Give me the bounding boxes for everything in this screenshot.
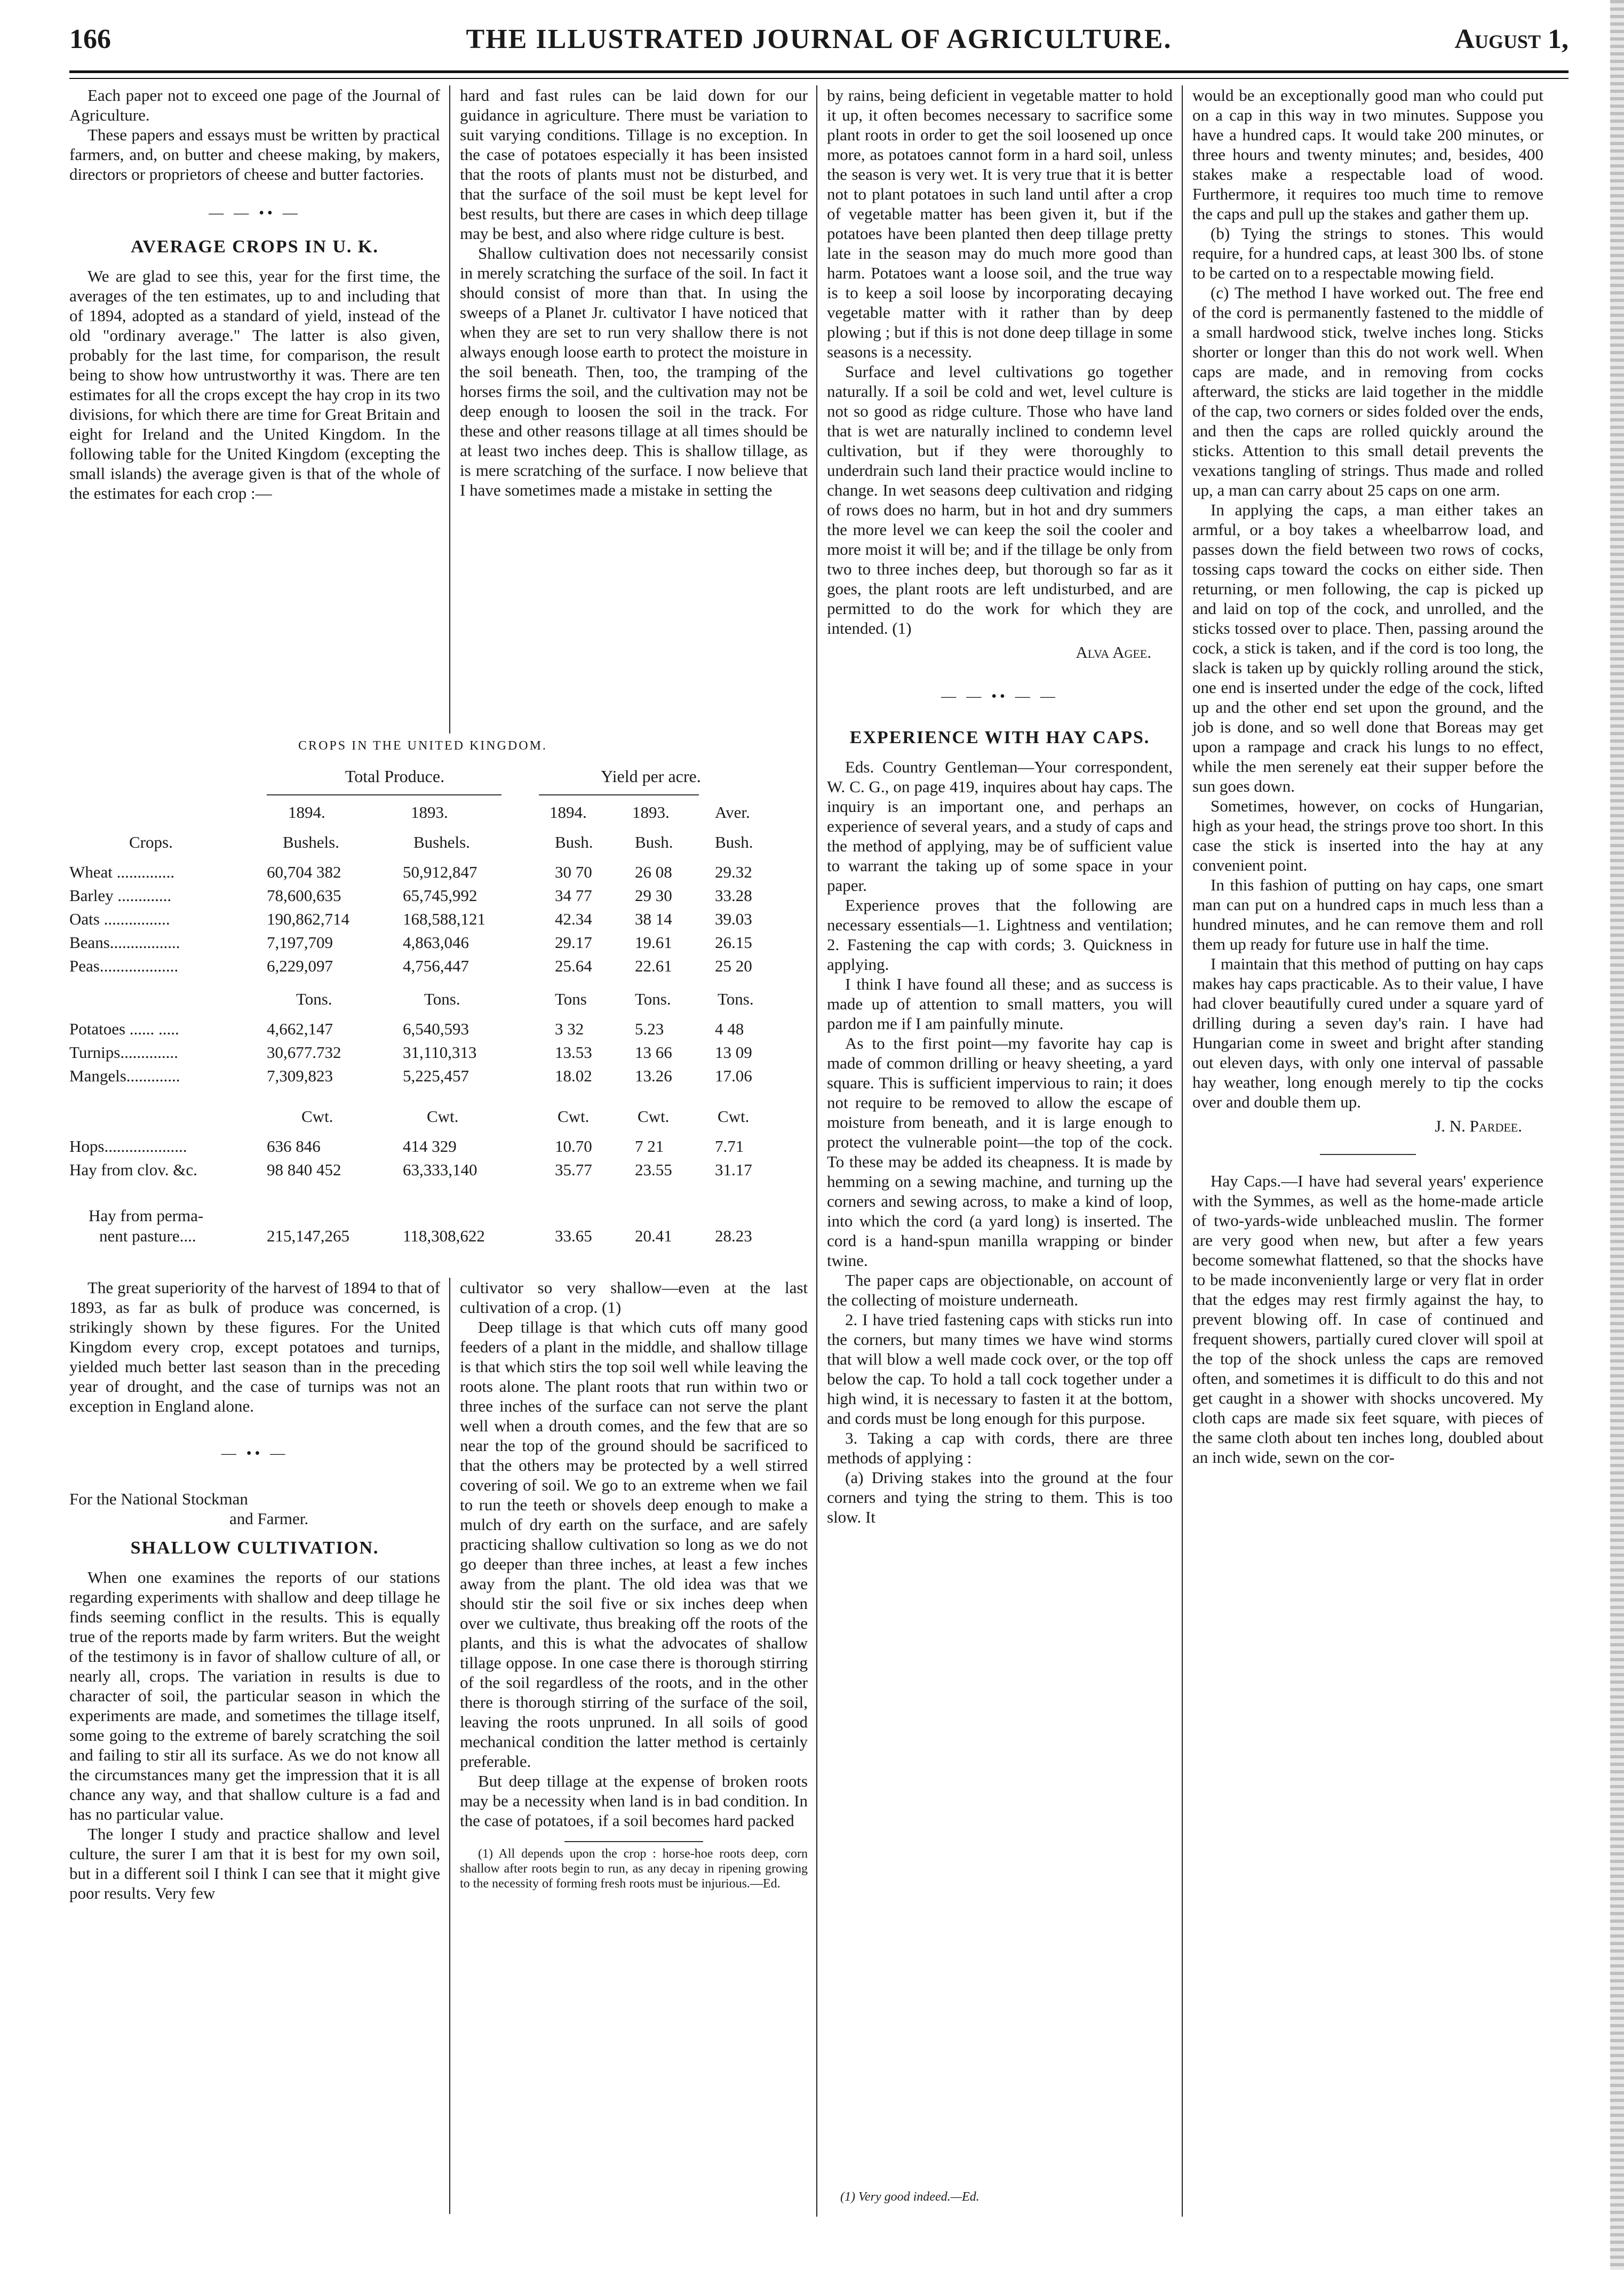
table-cell: 7.71 <box>715 1137 744 1156</box>
table-cell: 35.77 <box>555 1160 592 1179</box>
table-cell: 4 48 <box>715 1019 744 1038</box>
hay-caps-paragraph: The paper caps are objectionable, on account of the collecting of moisture underneath. <box>827 1271 1173 1309</box>
unit-label: Tons <box>555 990 587 1008</box>
crop-name: Peas................... <box>69 957 179 975</box>
scan-edge-strip <box>1610 0 1624 2270</box>
intro-paragraph-2: These papers and essays must be written by practical farmers, and, on butter and cheese making, by makers, directors or proprietors of cheese and butter factories. <box>69 125 440 184</box>
unit-label: Tons. <box>424 990 460 1008</box>
column-4 <box>1192 85 1543 2214</box>
crop-name: Oats ................ <box>69 910 170 928</box>
hay-caps-letter-paragraph: Hay Caps.—I have had several years' experience with the Symmes, as well as the home-made article of two-yards-wide unbleached muslin. The former are very good when new, but after a few years become somewhat flattened, so that the shocks have to be made inconveniently large or very flat in order that the edges may rest firmly against the hay, to prevent blowing off. In case of continued and frequent showers, partially cured clover will spoil at the top of the shock unless the caps are removed often, and sometimes it is difficult to do this and not get caught in a shower with shocks uncovered. My cloth caps are made six feet square, with pieces of the same cloth about ten inches long, doubled about an inch wide, sewn on the cor- <box>1192 1172 1543 1467</box>
table-cell: 29.32 <box>715 863 752 881</box>
section-rule <box>1320 1154 1416 1155</box>
table-cell: 13 09 <box>715 1043 752 1062</box>
hay-caps-paragraph: (c) The method I have worked out. The free end of the cord is permanently fastened to the middle of a small hardwood stick, twelve inches long. Sticks shorter or longer than this do not work well. When caps are made, and in removing from cocks afterward, the sticks are laid together in the middle of the cap, two corners or sides folded over the ends, and then the caps are rolled quickly around the sticks. Attention to this small detail prevents the vexations tangling of strings. Thus made and rolled up, a man can carry about 25 caps on one arm. <box>1192 283 1543 499</box>
column-1-top <box>69 85 440 734</box>
shallow-cont-paragraph: hard and fast rules can be laid down for our guidance in agriculture. There must be variation to suit varying conditions. Tillage is no exception. In the case of potatoes especially it has been insisted that the roots of plants must not be disturbed, and that the surface of the soil must be kept level for best results, but there are cases in which deep tillage may be best, and also where ridge culture is best. <box>460 86 808 243</box>
table-cell: 65,745,992 <box>403 886 477 905</box>
table-cell: 13 66 <box>635 1043 672 1062</box>
section-divider: — •• — <box>221 1445 289 1462</box>
table-cell: 26 08 <box>635 863 672 881</box>
shallow-second-paragraph: The longer I study and practice shallow and level culture, the surer I am that it is best for my own soil, but in a different soil I think I can see that it might give poor results. Very few <box>69 1825 440 1902</box>
unit-label: Cwt. <box>558 1107 590 1126</box>
column-2-bottom <box>460 1278 808 2214</box>
hay-caps-cont-paragraph: would be an exceptionally good man who could put on a cap in this way in two minutes. Suppose you have a hundred caps. It would take 200 minutes, or three hours and twenty minutes; and, besides, 400 stakes make a respectable load of wood. Furthermore, it requires too much time to remove the caps and pull up the stakes and gather them up. <box>1192 86 1543 223</box>
intro-paragraph: Each paper not to exceed one page of the Journal of Agriculture. <box>69 86 440 124</box>
table-brace <box>267 794 501 800</box>
table-cell: 18.02 <box>555 1066 592 1085</box>
table-cell: 34 77 <box>555 886 592 905</box>
crop-name: Hops.................... <box>69 1137 187 1156</box>
group-yield-per-acre: Yield per acre. <box>601 767 701 786</box>
column-divider <box>1182 85 1183 2217</box>
credit-line: and Farmer. <box>229 1509 309 1528</box>
unit-label: Cwt. <box>427 1107 459 1126</box>
surface-level-paragraph: Surface and level cultivations go together naturally. If a soil be cold and wet, level culture is not so good as ridge culture. Those who have land that is wet are naturally inclined to condemn level cultivation, but if they were thoroughly to underdrain such land their practice would incline to change. In wet seasons deep cultivation and ridging of rows does no harm, but in hot and dry summers the more level we can keep the soil the cooler and more moist it will be; and if the tillage be only from two to three inches deep, but thorough so far as it goes, the plant roots are left undisturbed, and are permitted to do the work for which they are intended. (1) <box>827 362 1173 638</box>
table-cell: 13.53 <box>555 1043 592 1062</box>
table-cell: 29 30 <box>635 886 672 905</box>
table-cell: 60,704 382 <box>267 863 341 881</box>
crop-name: Turnips.............. <box>69 1043 178 1062</box>
table-cell: 25 20 <box>715 957 752 975</box>
unit-label: Bushels. <box>283 833 339 851</box>
shallow-intro-paragraph: When one examines the reports of our stations regarding experiments with shallow and deep tillage he finds seeming conflict in the results. This is equally true of the reports made by farm writers. But the weight of the testimony is in favor of shallow culture of all, or nearly all, crops. The variation in results is due to character of soil, the particular season in which the experiments are made, and sometimes the tillage itself, some going to the extreme of barely scratching the soil and failing to stir all its surface. As we do not know all the circumstances many get the impression that it is all chance any way, and that shallow culture is a fad and has no particular value. <box>69 1568 440 1823</box>
table-cell: 3 32 <box>555 1019 584 1038</box>
table-cell: 31.17 <box>715 1160 752 1179</box>
table-cell: 19.61 <box>635 933 672 952</box>
table-cell: 414 329 <box>403 1137 457 1156</box>
group-total-produce: Total Produce. <box>345 767 445 786</box>
heading-average-crops: AVERAGE CROPS IN U. K. <box>131 237 379 257</box>
table-cell: 4,756,447 <box>403 957 469 975</box>
hay-caps-paragraph: Experience proves that the following are necessary essentials—1. Lightness and ventilation; 2. Fastening the cap with cords; 3. Quickness in applying. <box>827 896 1173 974</box>
table-cell: 22.61 <box>635 957 672 975</box>
column-divider <box>449 1278 450 2214</box>
potato-cont-paragraph: by rains, being deficient in vegetable matter to hold it up, it often becomes necessary to sacrifice some plant roots in order to get the soil loosened up once more, as potatoes cannot form in a hard soil, unless the season is very wet. It is very true that it is better not to plant potatoes in such land until after a crop of vegetable matter has been given it, but if the potatoes have been planted then deep tillage pretty late in the season may do much more good than harm. Potatoes want a loose soil, and the true way is to keep a soil loose by incorporating decaying vegetable matter with it rather than by deep plowing ; but if this is not done deep tillage in some seasons is a necessity. <box>827 86 1173 361</box>
unit-label: Cwt. <box>718 1107 750 1126</box>
table-cell: 33.28 <box>715 886 752 905</box>
crop-name: Mangels............. <box>69 1066 180 1085</box>
table-cell: 20.41 <box>635 1226 672 1245</box>
header-rule-thick <box>69 70 1569 73</box>
shallow-cont-paragraph: cultivator so very shallow—even at the last cultivation of a crop. (1) <box>460 1278 808 1317</box>
table-cell: 50,912,847 <box>403 863 477 881</box>
crops-column-header: Crops. <box>129 833 173 851</box>
superiority-paragraph: The great superiority of the harvest of 1894 to that of 1893, as far as bulk of produce was concerned, is strikingly shown by these figures. For the United Kingdom every crop, except potatoes and turnips, yielded much better last season than in the preceding year of drought, and the case of turnips was not an exception in England alone. <box>69 1278 440 1415</box>
table-cell: 190,862,714 <box>267 910 349 928</box>
hay-caps-paragraph: Eds. Country Gentleman—Your correspondent, W. C. G., on page 419, inquires about hay caps. The inquiry is an important one, and perhaps an experience of several years, and a study of caps and the method of applying, may be of sufficient value to warrant the taking up of some space in your paper. <box>827 758 1173 895</box>
crop-name: Potatoes ...... ..... <box>69 1019 179 1038</box>
table-cell: 63,333,140 <box>403 1160 477 1179</box>
unit-label: Tons. <box>718 990 754 1008</box>
table-cell: 4,662,147 <box>267 1019 333 1038</box>
hay-caps-paragraph: I maintain that this method of putting on hay caps makes hay caps practicable. As to their value, I have had clover beautifully cured under a square yard of drilling during a seven day's rain. I have had Hungarian come in sweet and bright after standing out eleven days, with only one interval of passable hay weather, long enough merely to tip the cocks over and double them up. <box>1192 954 1543 1111</box>
table-cell: 25.64 <box>555 957 592 975</box>
table-cell: 26.15 <box>715 933 752 952</box>
hay-caps-paragraph: In this fashion of putting on hay caps, one smart man can put on a hundred caps in much less than a hundred minutes, and he can remove them and roll them up ready for future use in half the time. <box>1192 875 1543 953</box>
table-cell: 7,309,823 <box>267 1066 333 1085</box>
column-2-top <box>460 85 808 734</box>
hay-caps-paragraph: I think I have found all these; and as success is made up of attention to small matters, you will pardon me if I am painfully minute. <box>827 975 1173 1033</box>
table-cell: 4,863,046 <box>403 933 469 952</box>
table-cell: 13.26 <box>635 1066 672 1085</box>
unit-label: Bush. <box>715 833 753 851</box>
table-cell: 33.65 <box>555 1226 592 1245</box>
heading-shallow-cultivation: SHALLOW CULTIVATION. <box>130 1538 379 1558</box>
column-divider <box>816 85 817 2217</box>
column-divider <box>449 85 450 734</box>
table-cell: 118,308,622 <box>403 1226 485 1245</box>
unit-label: Cwt. <box>638 1107 670 1126</box>
unit-label: Tons. <box>296 990 332 1008</box>
author-signature: Alva Agee. <box>1076 643 1151 662</box>
table-cell: 5.23 <box>635 1019 664 1038</box>
year-header: 1894. <box>288 803 325 822</box>
hay-caps-paragraph: 3. Taking a cap with cords, there are three methods of applying : <box>827 1429 1173 1467</box>
hay-caps-paragraph: In applying the caps, a man either takes an armful, or a boy takes a wheelbarrow load, and passes down the field between two rows of cocks, tossing caps toward the cocks on either side. Then returning, or men following, the cap is picked up and laid on top of the cock, and unrolled, and the sticks tossed over to place. Then, passing around the cock, a stick is taken, and if the cord is too long, the slack is taken up by quickly rolling around the stick, one end is inserted under the edge of the cock, lifted up and the other end set upon the ground, and the job is done, and so well done that Boreas may get upon a rampage and crack his lungs to no effect, while the men serenely eat their supper before the sun goes down. <box>1192 500 1543 795</box>
crop-name: Barley ............. <box>69 886 172 905</box>
table-cell: 42.34 <box>555 910 592 928</box>
table-cell: 23.55 <box>635 1160 672 1179</box>
table-cell: 6,540,593 <box>403 1019 469 1038</box>
heading-hay-caps: EXPERIENCE WITH HAY CAPS. <box>849 728 1150 747</box>
hay-caps-paragraph: Sometimes, however, on cocks of Hungarian, high as your head, the strings prove too short. In this case the stick is inserted into the hay at any convenient point. <box>1192 797 1543 874</box>
crop-name: Wheat .............. <box>69 863 175 881</box>
crop-name: Hay from perma- <box>89 1206 204 1225</box>
unit-label: Bush. <box>555 833 593 851</box>
table-cell: 39.03 <box>715 910 752 928</box>
page-header <box>69 23 1569 66</box>
author-signature: J. N. Pardee. <box>1435 1117 1522 1135</box>
hay-caps-paragraph: As to the first point—my favorite hay cap is made of common drilling or heavy sheeting, a yard square. This is sufficient impervious to rain; it does not require to be removed to allow the escape of moisture from beneath, and it is large enough to protect the vulnerable point—the top of the cock. To these may be added its cheapness. It is made by hemming on a sewing machine, and turning up the corners and sewing across, to make a kind of loop, into which the cord (a yard long) is inserted. The cord is a hand-spun manilla wrapping or binder twine. <box>827 1034 1173 1270</box>
table-cell: 10.70 <box>555 1137 592 1156</box>
table-cell: 5,225,457 <box>403 1066 469 1085</box>
table-cell: 168,588,121 <box>403 910 485 928</box>
crops-table <box>69 739 776 1272</box>
crops-paragraph: We are glad to see this, year for the first time, the averages of the ten estimates, up to and including that of 1894, adopted as a standard of yield, instead of the old "ordinary average." The latter is also given, probably for the last time, for comparison, the result being to show how untrustworthy it was. There are ten estimates for all the crops except the hay crop in its two divisions, for which there are time for Great Britain and eight for Ireland and the United Kingdom. In the following table for the United Kingdom (excepting the small islands) the average given is that of the whole of the estimates for each crop :— <box>69 267 440 503</box>
table-cell: 17.06 <box>715 1066 752 1085</box>
crop-name: Beans................. <box>69 933 180 952</box>
section-divider: — — •• — <box>209 205 301 221</box>
deep-tillage-paragraph-2: But deep tillage at the expense of broken roots may be a necessity when land is in bad condition. In the case of potatoes, if a soil becomes hard packed <box>460 1772 808 1830</box>
table-cell: 215,147,265 <box>267 1226 349 1245</box>
table-cell: 38 14 <box>635 910 672 928</box>
year-header: 1893. <box>632 803 670 822</box>
shallow-paragraph: Shallow cultivation does not necessarily consist in merely scratching the surface of the soil. In fact it should consist of more than that. In using the sweeps of a Planet Jr. cultivator I have noticed that when they are set to run very shallow there is not always enough loose earth to protect the moisture in the soil beneath. Then, too, the tramping of the horses firms the soil, and the cultivation may not be deep enough to loosen the soil in the track. For these and other reasons tillage at all times should be at least two inches deep. This is shallow tillage, as is mere scratching of the surface. I now believe that I have sometimes made a mistake in setting the <box>460 244 808 499</box>
year-header: 1893. <box>411 803 448 822</box>
table-cell: 7 21 <box>635 1137 664 1156</box>
unit-label: Bush. <box>635 833 673 851</box>
column-3 <box>827 85 1173 2214</box>
unit-label: Tons. <box>635 990 671 1008</box>
page-number: 166 <box>69 24 111 54</box>
table-cell: 30,677.732 <box>267 1043 341 1062</box>
unit-label: Bushels. <box>413 833 470 851</box>
header-rule-thin <box>69 78 1569 79</box>
table-cell: 6,229,097 <box>267 957 333 975</box>
editor-footnote: (1) Very good indeed.—Ed. <box>840 2190 980 2204</box>
table-cell: 31,110,313 <box>403 1043 477 1062</box>
table-cell: 78,600,635 <box>267 886 341 905</box>
hay-caps-paragraph: 2. I have tried fastening caps with sticks run into the corners, but many times we have wind storms that will blow a well made cock over, or the top off below the cap. To hold a tall cock together under a high wind, it is necessary to fasten it at the bottom, and cords must be long enough for this purpose. <box>827 1310 1173 1428</box>
table-cell: 28.23 <box>715 1226 752 1245</box>
unit-label: Cwt. <box>301 1107 333 1126</box>
table-cell: 636 846 <box>267 1137 321 1156</box>
section-divider: — — •• — — <box>941 688 1058 705</box>
year-header: 1894. <box>550 803 587 822</box>
table-cell: 98 840 452 <box>267 1160 341 1179</box>
table-cell: 30 70 <box>555 863 592 881</box>
year-header: Aver. <box>715 803 750 822</box>
table-caption: CROPS IN THE UNITED KINGDOM. <box>298 739 547 753</box>
deep-tillage-paragraph: Deep tillage is that which cuts off many good feeders of a plant in the middle, and shallow tillage is that which stirs the top soil well while leaving the roots alone. The plant roots that run within two or three inches of the surface can not serve the plant well when a drouth comes, and the few that are so near the top of the ground should be sacrificed to that the others may be protected by a well stirred covering of soil. We go to an extreme when we fail to run the teeth or shovels deep enough to make a mulch of dry earth on the surface, and are safely practicing shallow cultivation so long as we do not go deeper than three inches, at least a few inches away from the plant. The old idea was that we should stir the soil five or six inches deep when over we cultivate, thus breaking off the roots of the plants, and this is what the advocates of shallow tillage oppose. In one case there is thorough stirring of the soil regardless of the roots, and in the other there is thorough stirring of the surface of the soil, leaving the roots unpruned. In all soils of good mechanical condition the latter method is certainly preferable. <box>460 1318 808 1771</box>
journal-title: THE ILLUSTRATED JOURNAL OF AGRICULTURE. <box>466 24 1172 54</box>
crop-name: Hay from clov. &c. <box>69 1160 197 1179</box>
column-1-bottom <box>69 1278 440 2214</box>
table-cell: 29.17 <box>555 933 592 952</box>
hay-caps-paragraph: (b) Tying the strings to stones. This would require, for a hundred caps, at least 300 lbs. of stone to be carted on to a respectable mowing field. <box>1192 224 1543 282</box>
editor-footnote: (1) All depends upon the crop : horse-hoe roots deep, corn shallow after roots begin to run, as any decay in ripening growing to the necessity of forming fresh roots must be injurious.—Ed. <box>460 1847 808 1891</box>
hay-caps-paragraph: (a) Driving stakes into the ground at the four corners and tying the string to them. This is too slow. It <box>827 1468 1173 1526</box>
table-brace <box>539 794 699 800</box>
issue-date: August 1, <box>1454 24 1569 54</box>
footnote-rule <box>564 1841 703 1842</box>
table-cell: 7,197,709 <box>267 933 333 952</box>
crop-name: nent pasture.... <box>99 1226 196 1245</box>
credit-line: For the National Stockman <box>69 1490 248 1508</box>
